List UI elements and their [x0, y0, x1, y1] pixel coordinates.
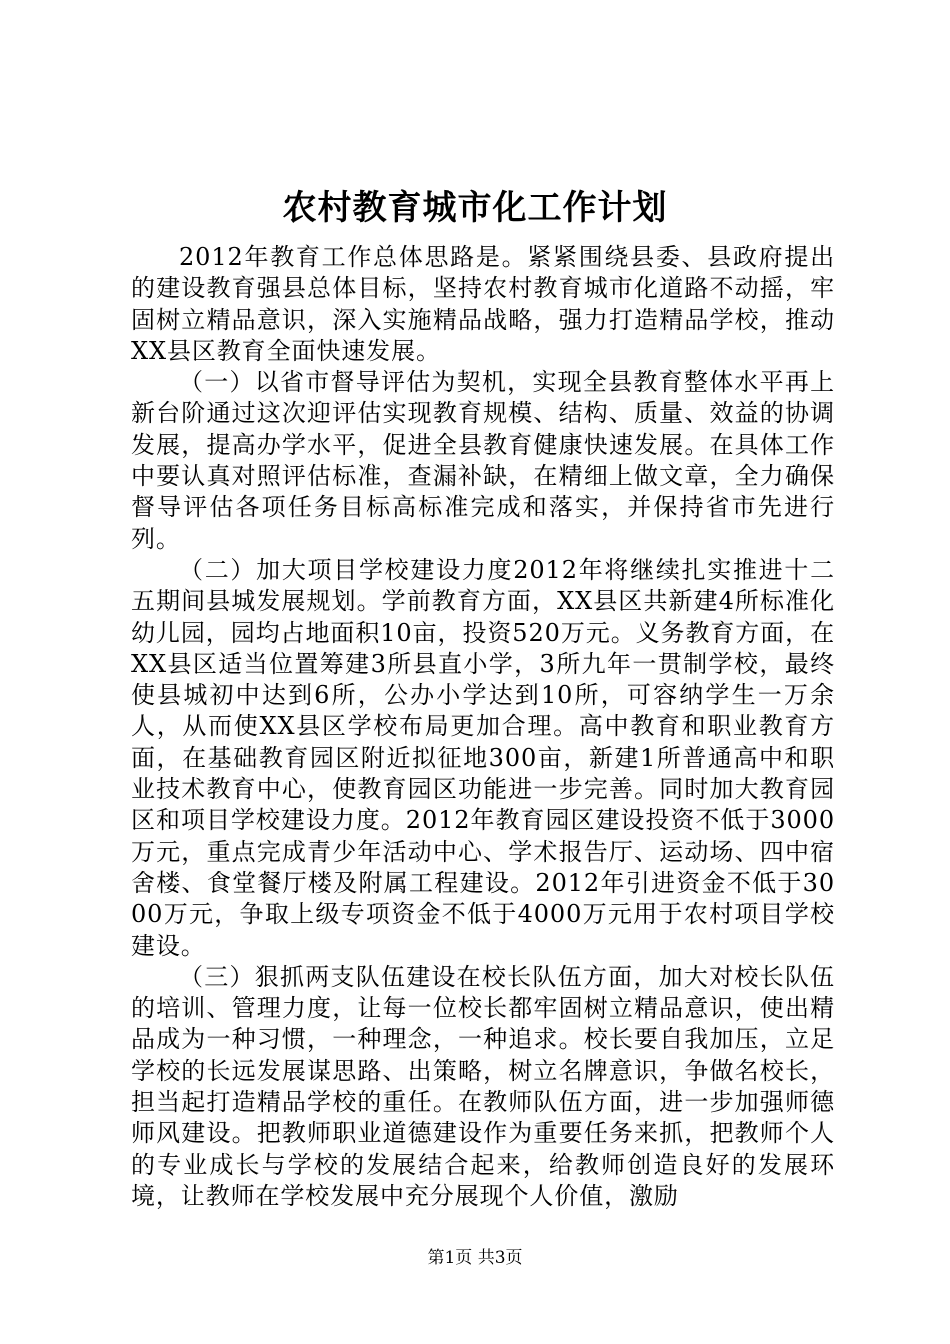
page-number-footer: 第1页 共3页: [427, 1248, 523, 1268]
paragraph-intro: 2012年教育工作总体思路是。紧紧围绕县委、县政府提出的建设教育强县总体目标，坚持农村教育城市化道路不动摇，牢固树立精品意识，深入实施精品战略，强力打造精品学校，推动XX县区教育全面快速发展。: [131, 243, 835, 365]
paragraph-section-2: （二）加大项目学校建设力度2012年将继续扎实推进十二五期间县城发展规划。学前教育方面，XX县区共新建4所标准化幼儿园，园均占地面积10亩，投资520万元。义务教育方面，在XX县区适当位置筹建3所县直小学，3所九年一贯制学校，最终使县城初中达到6所，公办小学达到10所，可容纳学生一万余人，从而使XX县区学校布局更加合理。高中教育和职业教育方面，在基础教育园区附近拟征地300亩，新建1所普通高中和职业技术教育中心，使教育园区功能进一步完善。同时加大教育园区和项目学校建设力度。2012年教育园区建设投资不低于3000万元，重点完成青少年活动中心、学术报告厅、运动场、四中宿舍楼、食堂餐厅楼及附属工程建设。2012年引进资金不低于3000万元，争取上级专项资金不低于4000万元用于农村项目学校建设。: [131, 555, 835, 960]
document-body: [131, 242, 835, 1212]
document-title: 农村教育城市化工作计划: [282, 188, 668, 228]
paragraph-section-3: （三）狠抓两支队伍建设在校长队伍方面，加大对校长队伍的培训、管理力度，让每一位校长都牢固树立精品意识，使出精品成为一种习惯，一种理念，一种追求。校长要自我加压，立足学校的长远发展谋思路、出策略，树立名牌意识，争做名校长，担当起打造精品学校的重任。在教师队伍方面，进一步加强师德师风建设。把教师职业道德建设作为重要任务来抓，把教师个人的专业成长与学校的发展结合起来，给教师创造良好的发展环境，让教师在学校发展中充分展现个人价值，激励: [131, 962, 835, 1210]
paragraph-section-1: （一）以省市督导评估为契机，实现全县教育整体水平再上新台阶通过这次迎评估实现教育规模、结构、质量、效益的协调发展，提高办学水平，促进全县教育健康快速发展。在具体工作中要认真对照评估标准，查漏补缺，在精细上做文章，全力确保督导评估各项任务目标高标准完成和落实，并保持省市先进行列。: [131, 368, 835, 553]
